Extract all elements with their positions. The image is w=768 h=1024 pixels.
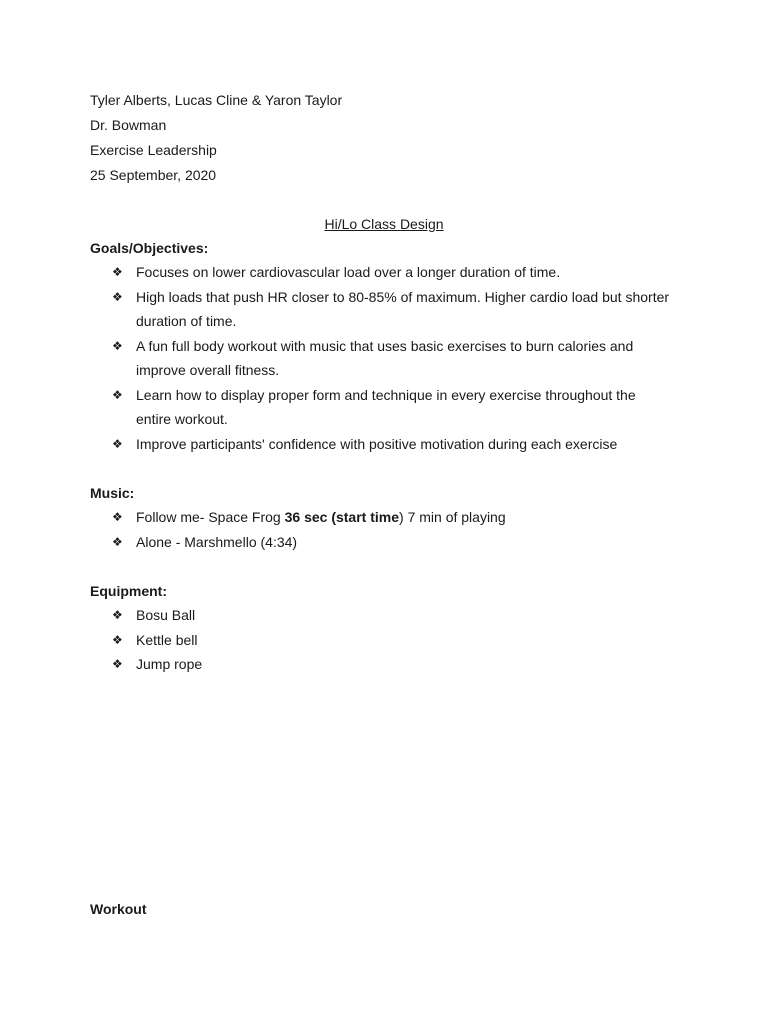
list-item [112, 505, 672, 530]
date-line: 25 September, 2020 [90, 167, 217, 183]
music-track-1-start: 36 sec (start time [284, 509, 400, 525]
course-line: Exercise Leadership [90, 142, 217, 158]
equipment-heading: Equipment: [90, 583, 167, 599]
diamond-bullet-icon: ❖ [112, 387, 123, 402]
music-heading: Music: [90, 485, 135, 501]
goal-text: A fun full body workout with music that uses basic exercises to burn calories and improve overall fitness. [136, 337, 634, 378]
list-item [112, 432, 672, 457]
diamond-bullet-icon: ❖ [112, 265, 123, 279]
diamond-bullet-icon: ❖ [112, 608, 123, 622]
list-item [112, 603, 672, 628]
music-track-1 [136, 509, 506, 525]
diamond-bullet-icon: ❖ [112, 510, 123, 524]
diamond-bullet-icon: ❖ [112, 436, 123, 451]
goals-list [112, 260, 672, 456]
diamond-bullet-icon: ❖ [112, 338, 123, 353]
goal-text: Improve participants' confidence with positive motivation during each exercise [136, 435, 618, 452]
list-item [112, 334, 672, 383]
list-item [112, 628, 672, 653]
equipment-list [112, 603, 672, 677]
music-track-2: Alone - Marshmello (4:34) [136, 533, 298, 550]
diamond-bullet-icon: ❖ [112, 632, 123, 647]
goal-text: High loads that push HR closer to 80-85% of maximum. Higher cardio load but shorter duration of time. [136, 288, 670, 329]
music-list [112, 505, 672, 554]
list-item [112, 285, 672, 334]
goal-text: Focuses on lower cardiovascular load over a longer duration of time. [136, 264, 561, 280]
goal-text: Learn how to display proper form and technique in every exercise throughout the entire workout. [136, 386, 636, 427]
diamond-bullet-icon: ❖ [112, 657, 123, 671]
equipment-item: Jump rope [136, 656, 203, 672]
document-title-text: Hi/Lo Class Design [324, 216, 444, 232]
list-item [112, 652, 672, 677]
goals-heading: Goals/Objectives: [90, 240, 209, 256]
instructor-line: Dr. Bowman [90, 117, 167, 133]
equipment-item: Kettle bell [136, 631, 198, 648]
music-track-1-duration: ) 7 min of playing [399, 509, 506, 525]
authors-line: Tyler Alberts, Lucas Cline & Yaron Taylor [90, 92, 343, 108]
document-title [0, 214, 768, 234]
workout-heading: Workout [90, 901, 147, 917]
music-track-1-name: Follow me- Space Frog [136, 509, 285, 525]
diamond-bullet-icon: ❖ [112, 289, 123, 304]
equipment-item: Bosu Ball [136, 607, 196, 623]
list-item [112, 383, 672, 432]
list-item [112, 260, 672, 285]
diamond-bullet-icon: ❖ [112, 534, 123, 549]
list-item [112, 530, 672, 555]
